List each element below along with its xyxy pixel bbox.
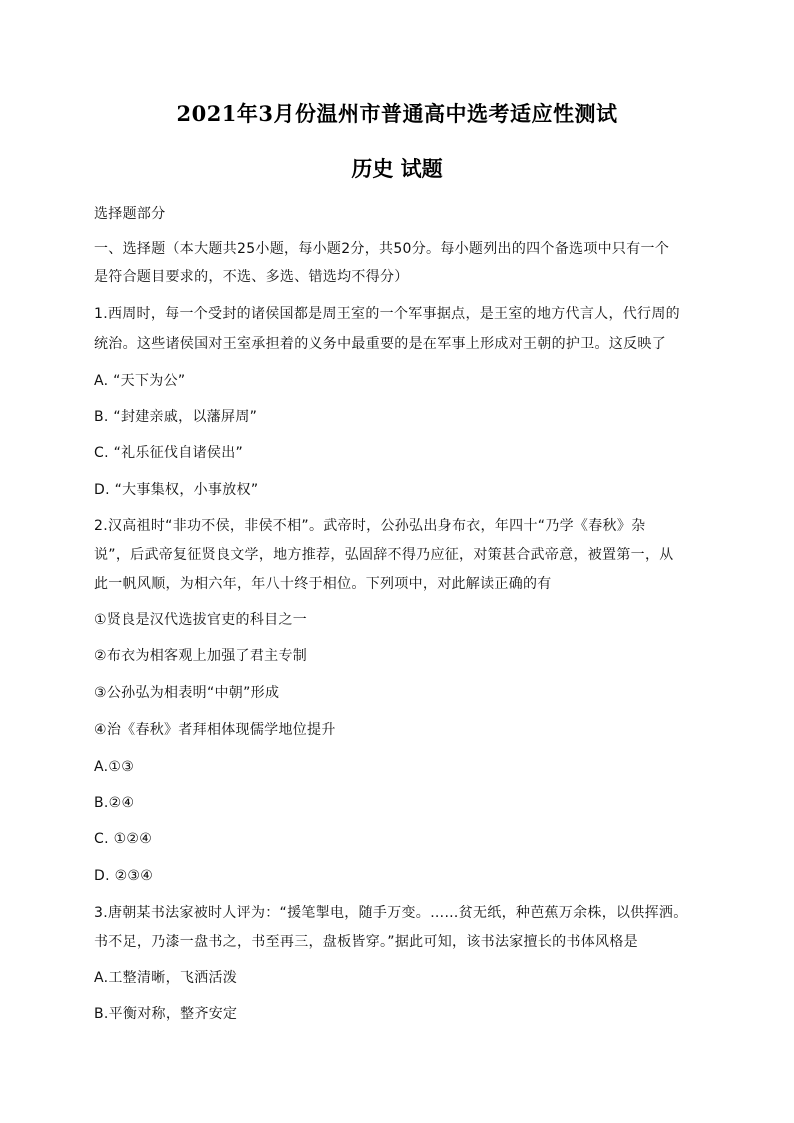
- question-2-option-a: A.①③: [94, 759, 135, 775]
- question-3-stem-line: 3.唐朝某书法家被时人评为：“援笔掣电，随手万变。……贫无纸，种芭蕉万余株，以供挥洒。: [94, 905, 688, 921]
- instruction-line: 是符合题目要求的，不选、多选、错选均不得分）: [94, 269, 409, 285]
- section-heading: 选择题部分: [94, 206, 166, 222]
- question-2-stem-line: 此一帆风顺，为相六年，年八十终于相位。下列项中，对此解读正确的有: [94, 576, 552, 592]
- instruction-line: 一、选择题（本大题共25小题，每小题2分，共50分。每小题列出的四个备选项中只有一个: [94, 241, 670, 257]
- question-3-option-a: A.工整清晰，飞洒活泼: [94, 970, 238, 986]
- question-3-stem-line: 书不足，乃漆一盘书之，书至再三，盘板皆穿。”据此可知，该书法家擅长的书体风格是: [94, 934, 638, 950]
- question-1-option-b: B. “封建亲戚，以藩屏周”: [94, 409, 258, 425]
- question-2-stem-line: 说”，后武帝复征贤良文学，地方推荐，弘固辞不得乃应征，对策甚合武帝意，被置第一，从: [94, 547, 674, 563]
- question-1-option-d: D. “大事集权，小事放权”: [94, 482, 259, 498]
- question-1-option-c: C. “礼乐征伐自诸侯出”: [94, 445, 244, 461]
- question-2-option-d: D. ②③④: [94, 868, 154, 884]
- exam-title: 2021年3月份温州市普通高中选考适应性测试: [176, 101, 618, 126]
- question-2-statement-2: ②布衣为相客观上加强了君主专制: [94, 648, 308, 664]
- question-1-stem-line: 统治。这些诸侯国对王室承担着的义务中最重要的是在军事上形成对王朝的护卫。这反映了: [94, 336, 666, 352]
- question-1-option-a: A. “天下为公”: [94, 373, 186, 389]
- question-1-stem-line: 1.西周时，每一个受封的诸侯国都是周王室的一个军事据点，是王室的地方代言人，代行周的: [94, 306, 680, 322]
- question-3-option-b: B.平衡对称，整齐安定: [94, 1006, 238, 1022]
- question-2-stem-line: 2.汉高祖时“非功不侯，非侯不相”。武帝时，公孙弘出身布衣，年四十“乃学《春秋》杂: [94, 518, 646, 534]
- question-2-option-c: C. ①②④: [94, 831, 153, 847]
- question-2-statement-4: ④治《春秋》者拜相体现儒学地位提升: [94, 722, 336, 738]
- question-2-option-b: B.②④: [94, 795, 135, 811]
- question-2-statement-3: ③公孙弘为相表明“中朝”形成: [94, 685, 280, 701]
- exam-subtitle: 历史 试题: [351, 156, 443, 181]
- question-2-statement-1: ①贤良是汉代选拔官吏的科目之一: [94, 612, 308, 628]
